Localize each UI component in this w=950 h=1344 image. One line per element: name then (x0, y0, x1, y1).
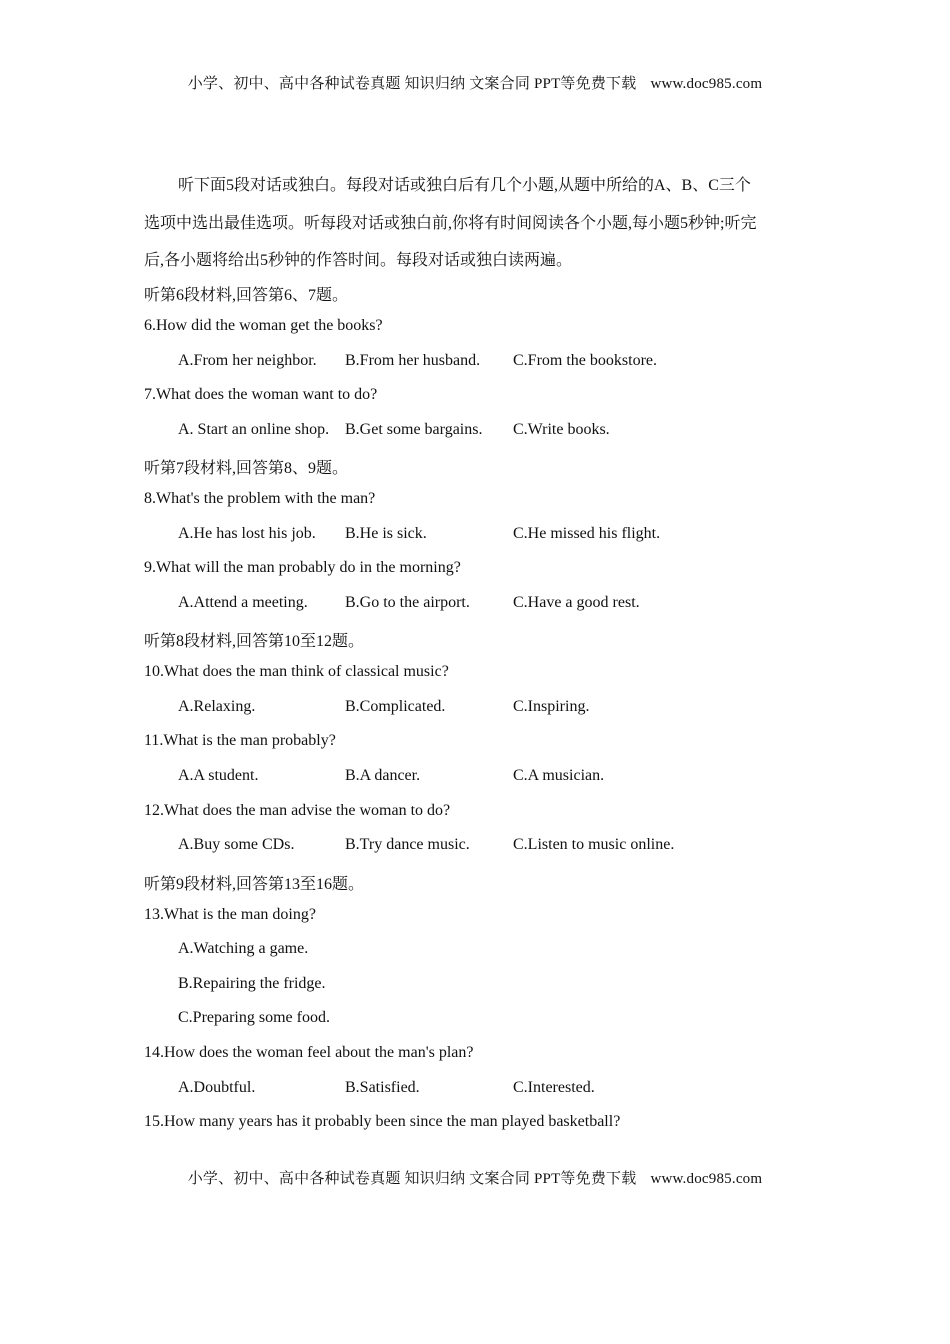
question-13-option-c: C.Preparing some food. (178, 1009, 330, 1026)
option-b: B.Get some bargains. (345, 421, 483, 438)
option-c: C.Inspiring. (513, 698, 590, 715)
option-c: C.From the bookstore. (513, 352, 657, 369)
option-b: B.Go to the airport. (345, 594, 470, 611)
option-b: B.A dancer. (345, 767, 421, 784)
option-c: C.He missed his flight. (513, 525, 661, 542)
option-b: B.He is sick. (345, 525, 427, 542)
option-a: A.He has lost his job. (178, 525, 316, 542)
option-c: C.Interested. (513, 1079, 595, 1096)
option-b: B.Complicated. (345, 698, 446, 715)
page-footer (0, 1167, 950, 1188)
section-6-heading: 听第6段材料,回答第6、7题。 (144, 287, 349, 304)
page-header (0, 72, 950, 93)
section-9-heading: 听第9段材料,回答第13至16题。 (144, 876, 365, 893)
question-14-stem: 14.How does the woman feel about the man's plan? (144, 1044, 474, 1061)
question-13-option-b: B.Repairing the fridge. (178, 975, 326, 992)
question-9-stem: 9.What will the man probably do in the morning? (144, 559, 461, 576)
option-c: C.Listen to music online. (513, 836, 675, 853)
question-13-stem: 13.What is the man doing? (144, 906, 316, 923)
question-10-stem: 10.What does the man think of classical music? (144, 663, 449, 680)
option-a: A.Buy some CDs. (178, 836, 295, 853)
option-a: A.Relaxing. (178, 698, 256, 715)
question-7-stem: 7.What does the woman want to do? (144, 386, 378, 403)
option-b: B.Try dance music. (345, 836, 470, 853)
option-a: A.From her neighbor. (178, 352, 317, 369)
question-13-option-a: A.Watching a game. (178, 940, 309, 957)
option-b: B.Satisfied. (345, 1079, 420, 1096)
intro-line-1: 听下面5段对话或独白。每段对话或独白后有几个小题,从题中所给的A、B、C三个 (178, 177, 751, 194)
option-b: B.From her husband. (345, 352, 481, 369)
option-c: C.Write books. (513, 421, 610, 438)
option-a: A.Attend a meeting. (178, 594, 308, 611)
intro-line-3: 后,各小题将给出5秒钟的作答时间。每段对话或独白读两遍。 (144, 252, 573, 269)
question-6-stem: 6.How did the woman get the books? (144, 317, 383, 334)
intro-line-2: 选项中选出最佳选项。听每段对话或独白前,你将有时间阅读各个小题,每小题5秒钟;听完 (144, 215, 757, 232)
option-a: A.A student. (178, 767, 259, 784)
header-text: 小学、初中、高中各种试卷真题 知识归纳 文案合同 PPT等免费下载 (187, 76, 637, 92)
question-8-stem: 8.What's the problem with the man? (144, 490, 376, 507)
footer-text: 小学、初中、高中各种试卷真题 知识归纳 文案合同 PPT等免费下载 (187, 1171, 637, 1187)
option-a: A. Start an online shop. (178, 421, 330, 438)
footer-url[interactable]: www.doc985.com (650, 1171, 763, 1187)
section-8-heading: 听第8段材料,回答第10至12题。 (144, 633, 365, 650)
header-url[interactable]: www.doc985.com (650, 76, 763, 92)
question-11-stem: 11.What is the man probably? (144, 732, 336, 749)
question-12-stem: 12.What does the man advise the woman to do? (144, 802, 451, 819)
option-c: C.Have a good rest. (513, 594, 640, 611)
option-a: A.Doubtful. (178, 1079, 256, 1096)
question-15-stem: 15.How many years has it probably been since the man played basketball? (144, 1113, 621, 1130)
section-7-heading: 听第7段材料,回答第8、9题。 (144, 460, 349, 477)
option-c: C.A musician. (513, 767, 605, 784)
